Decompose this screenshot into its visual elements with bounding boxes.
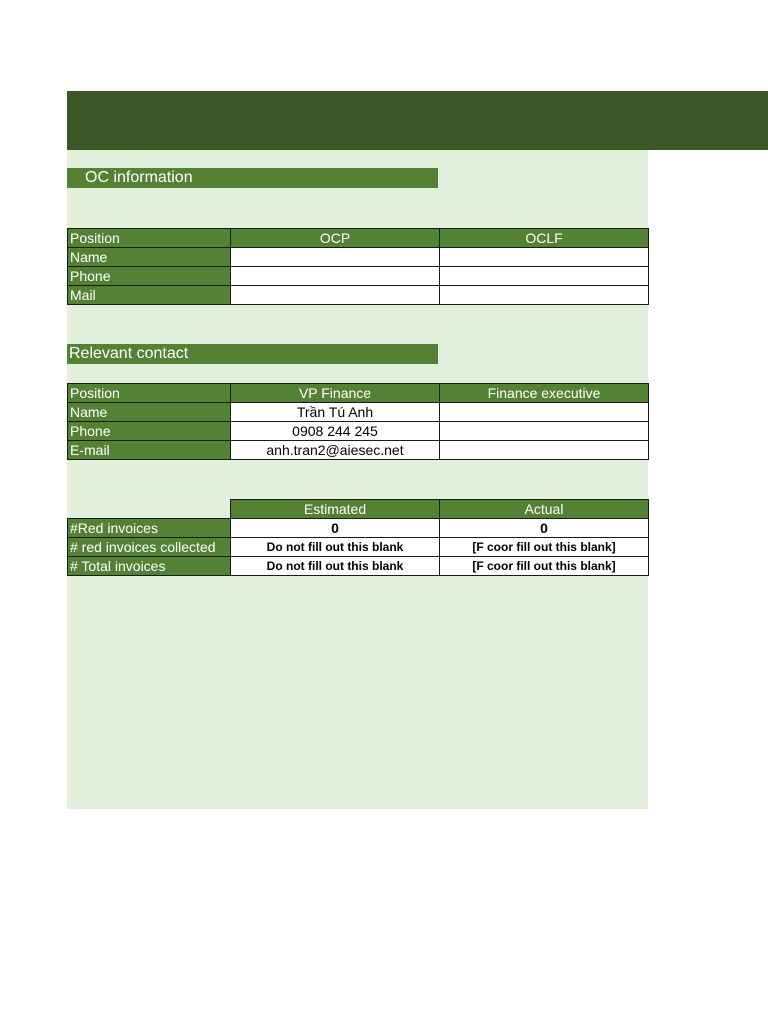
relevant-contact-table	[67, 383, 649, 460]
total-invoices-estimated-cell[interactable]: Do not fill out this blank	[231, 557, 440, 576]
table-row	[68, 403, 649, 422]
invoice-table	[67, 499, 649, 576]
red-invoices-estimated-cell[interactable]: 0	[231, 519, 440, 538]
table-row	[68, 441, 649, 460]
row-label: # Total invoices	[68, 557, 231, 576]
empty-corner-cell	[68, 500, 231, 519]
finance-executive-email-cell[interactable]	[440, 441, 649, 460]
row-label: #Red invoices	[68, 519, 231, 538]
row-label: Phone	[68, 422, 231, 441]
finance-executive-name-cell[interactable]	[440, 403, 649, 422]
table-row	[68, 248, 649, 267]
table-row	[68, 267, 649, 286]
table-row	[68, 519, 649, 538]
table-row	[68, 538, 649, 557]
oc-information-header: OC information	[67, 168, 438, 188]
relevant-contact-header: Relevant contact	[67, 344, 438, 364]
row-label: # red invoices collected	[68, 538, 231, 557]
red-invoices-collected-estimated-cell[interactable]: Do not fill out this blank	[231, 538, 440, 557]
table-row	[68, 557, 649, 576]
red-invoices-collected-actual-cell[interactable]: [F coor fill out this blank]	[440, 538, 649, 557]
table-row	[68, 286, 649, 305]
table-row	[68, 229, 649, 248]
ocp-mail-cell[interactable]	[231, 286, 440, 305]
oclf-phone-cell[interactable]	[440, 267, 649, 286]
position-label: Position	[68, 229, 231, 248]
oc-information-table	[67, 228, 649, 305]
vp-finance-name-cell[interactable]: Trần Tú Anh	[231, 403, 440, 422]
table-row	[68, 500, 649, 519]
vp-finance-email-cell[interactable]: anh.tran2@aiesec.net	[231, 441, 440, 460]
oclf-column-header: OCLF	[440, 229, 649, 248]
oclf-mail-cell[interactable]	[440, 286, 649, 305]
position-label: Position	[68, 384, 231, 403]
row-label: Name	[68, 403, 231, 422]
table-row	[68, 384, 649, 403]
actual-column-header: Actual	[440, 500, 649, 519]
row-label: Name	[68, 248, 231, 267]
ocp-phone-cell[interactable]	[231, 267, 440, 286]
ocp-column-header: OCP	[231, 229, 440, 248]
table-row	[68, 422, 649, 441]
finance-executive-phone-cell[interactable]	[440, 422, 649, 441]
ocp-name-cell[interactable]	[231, 248, 440, 267]
row-label: E-mail	[68, 441, 231, 460]
top-banner	[67, 91, 768, 150]
vp-finance-column-header: VP Finance	[231, 384, 440, 403]
estimated-column-header: Estimated	[231, 500, 440, 519]
red-invoices-actual-cell[interactable]: 0	[440, 519, 649, 538]
row-label: Phone	[68, 267, 231, 286]
vp-finance-phone-cell[interactable]: 0908 244 245	[231, 422, 440, 441]
finance-executive-column-header: Finance executive	[440, 384, 649, 403]
oclf-name-cell[interactable]	[440, 248, 649, 267]
total-invoices-actual-cell[interactable]: [F coor fill out this blank]	[440, 557, 649, 576]
row-label: Mail	[68, 286, 231, 305]
